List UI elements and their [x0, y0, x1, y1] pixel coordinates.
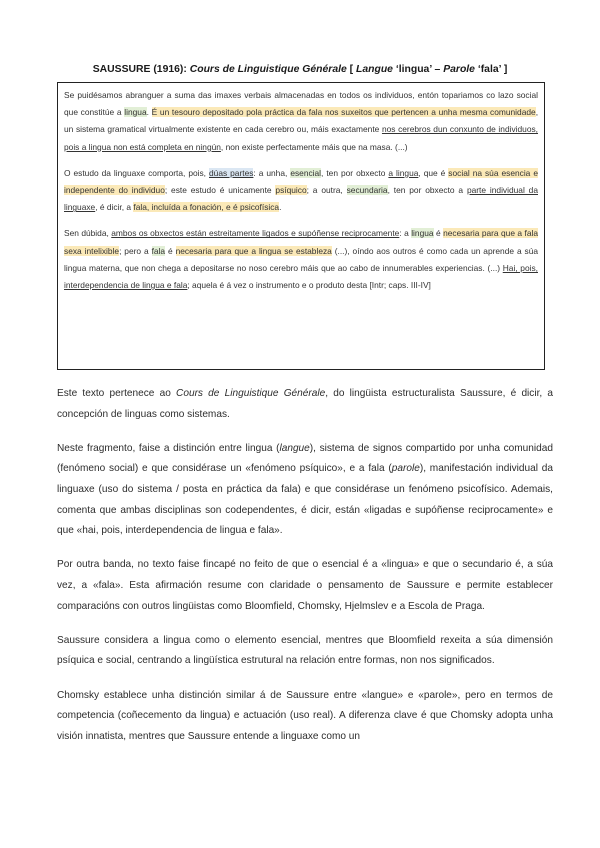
text-run: O estudo da linguaxe comporta, pois,: [64, 167, 209, 178]
text-run: ; pero a: [119, 245, 152, 256]
text-run: Neste fragmento, faise a distinción entre lingua (: [57, 442, 280, 454]
text-run: ), sistema de signos compartido por unha comunidad (fenómeno social) e que considérase un «fenómeno psíquico», e a fala (: [57, 442, 553, 475]
title-work: Cours de Linguistique Générale: [189, 64, 347, 75]
text-run: ), manifestación individual da linguaxe (uso do sistema / posta en práctica da fala) e que considérase un fenómeno psicofísico. Ademais, comenta que ambas disciplinas son codependentes, é dicir, están «ligadas e supóñense reciprocamente» e que «hai, pois, interdependencia de lingua e fala».: [57, 463, 553, 537]
body-paragraph-3: [57, 555, 553, 617]
quote-paragraph-2: [64, 165, 538, 217]
text-run: .: [279, 202, 282, 213]
title-bracket: [: [346, 64, 356, 75]
page-title: [0, 64, 600, 75]
text-run: lingua: [124, 107, 147, 118]
text-run: Cours de Linguistique Générale: [176, 388, 326, 399]
text-run: social na súa esencia e independente do individuo: [64, 167, 538, 196]
text-run: Hai, pois, interdependencia de lingua e fala: [64, 262, 538, 291]
body-paragraph-1: [57, 384, 553, 425]
text-run: : a unha,: [253, 167, 291, 178]
text-run: .: [146, 107, 152, 118]
body-paragraph-5: [57, 686, 553, 748]
title-parole: Parole: [443, 64, 475, 75]
text-run: , é dicir, a: [95, 202, 134, 213]
text-run: parole: [391, 463, 420, 475]
text-run: necesaria para que a fala sexa intelixible: [64, 228, 539, 256]
text-run: langue: [279, 442, 310, 454]
text-run: Por outra banda, no texto faise fincapé no feito de que o esencial é a «lingua» e que o secundario é, a súa vez, a «fala». Esta afirmación resume con claridade o pensamento de Saussure e permite establecer comparacións con outros lingüistas como Bloomfield, Chomsky, Hjelmslev e a Escola de Praga.: [57, 559, 553, 612]
text-run: É un tesouro depositado pola práctica da fala nos suxeitos que pertencen a unha mesma comunidade: [151, 107, 536, 118]
text-run: secundaria: [346, 185, 388, 196]
text-run: parte individual da linguaxe: [64, 185, 538, 213]
text-run: (...), oíndo aos outros é como cada un aprende a súa lingua materna, que non chega a depositarse no noso cerebro máis que ao cabo de innumerables experiencias. (...): [64, 245, 539, 273]
text-run: esencial: [290, 167, 322, 178]
text-run: lingua: [411, 228, 434, 239]
text-run: Este texto pertenece ao: [57, 388, 177, 399]
body-paragraph-4: [57, 631, 553, 672]
quote-paragraph-1: [64, 87, 538, 156]
text-run: ; a outra,: [306, 185, 347, 196]
text-run: nos cerebros dun conxunto de individuos, pois a lingua non está completa en ningún: [64, 124, 539, 152]
text-run: , que é: [418, 167, 449, 178]
text-run: a lingua: [388, 167, 419, 178]
text-run: , do lingüista estructuralista Saussure, é dicir, a concepción de linguas como sistemas.: [57, 388, 554, 420]
text-run: é: [165, 245, 176, 256]
text-run: , ten por obxecto: [321, 167, 389, 178]
text-run: ; este estudo é unicamente: [164, 185, 276, 196]
text-run: Sen dúbida,: [64, 228, 112, 239]
text-run: Se puidésamos abranguer a suma das imaxes verbais almacenadas en todos os individuos, entón topariamos co lazo social que constitúe a: [64, 90, 538, 118]
text-run: Saussure considera a lingua como o elemento esencial, mentres que Bloomfield rexeita a súa dimensión psíquica e social, centrando a lingüística estrutural na relación entre formas, non nos significados.: [57, 634, 553, 667]
text-run: fala, incluída a fonación, e é psicofísica: [133, 202, 280, 213]
text-run: , non existe perfectamente máis que na masa. (...): [220, 141, 408, 152]
title-parole-gloss: ‘fala’ ]: [474, 64, 508, 75]
body-paragraph-2: [57, 439, 553, 542]
title-langue-gloss: ‘lingua’ –: [392, 64, 444, 75]
text-run: necesaria para que a lingua se estableza: [175, 245, 332, 256]
text-run: ; aquela é á vez o instrumento e o produto desta [Intr; caps. III-IV]: [187, 280, 431, 291]
text-run: fala: [151, 245, 166, 256]
text-run: dúas partes: [209, 167, 254, 178]
commentary: [57, 384, 553, 761]
quote-box: [57, 82, 545, 370]
title-langue: Langue: [356, 64, 393, 75]
text-run: Chomsky establece unha distinción similar á de Saussure entre «langue» e «parole», pero en termos de competencia (coñecemento da lingua) e actuación (uso real). A diferenza clave é que Chomsky adopta unha visión innatista, mentres que Saussure entende a linguaxe como un: [57, 689, 553, 742]
title-prefix: SAUSSURE (1916):: [92, 64, 190, 75]
text-run: : a: [399, 228, 412, 239]
text-run: , un sistema gramatical virtualmente existente en cada cerebro ou, máis exactamente: [64, 107, 539, 135]
text-run: psíquico: [275, 185, 307, 196]
text-run: ambos os obxectos están estreitamente ligados e supóñense reciprocamente: [111, 228, 400, 239]
quote-paragraph-3: [64, 225, 538, 294]
text-run: é: [433, 228, 444, 239]
text-run: , ten por obxecto a: [387, 185, 467, 196]
